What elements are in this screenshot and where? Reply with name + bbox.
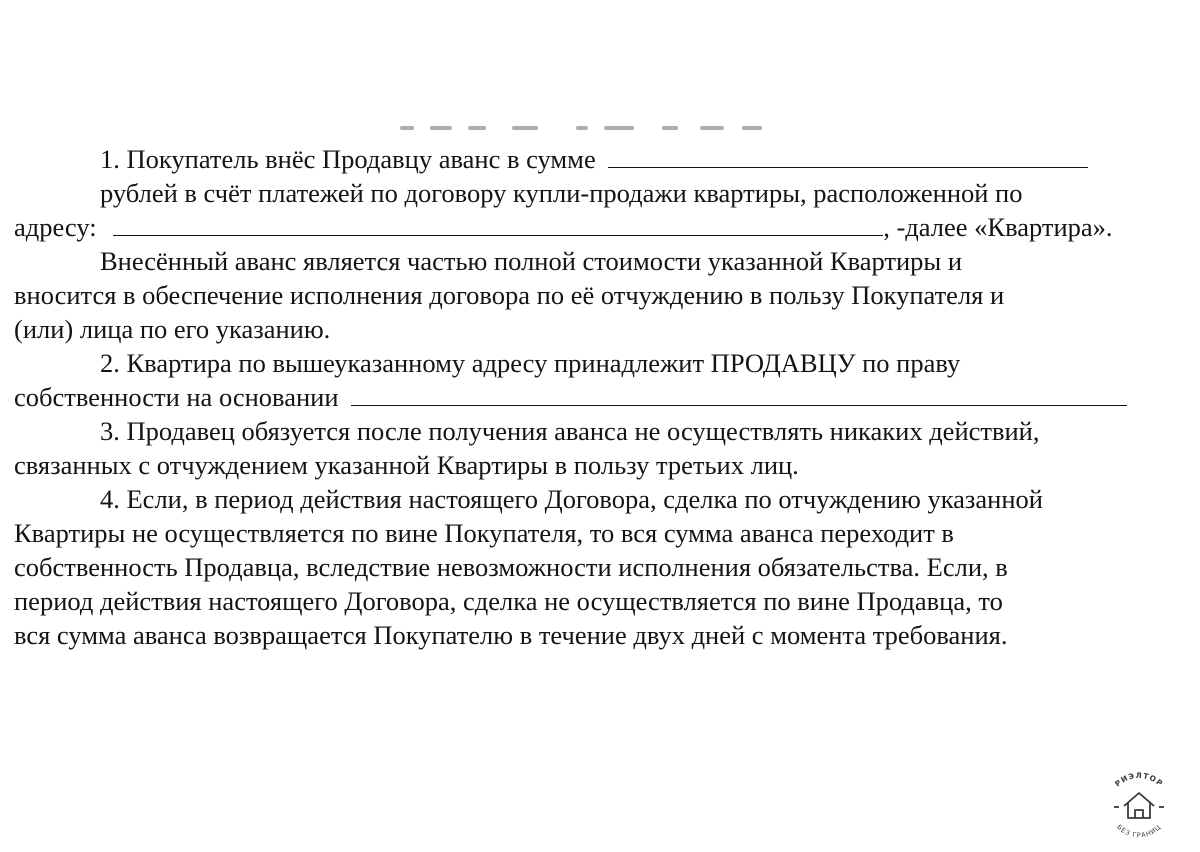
ownership-basis-blank: [351, 383, 1127, 406]
text-line: [100, 414, 1039, 448]
text-line: [100, 482, 1043, 516]
text-line-content: собственности на основании: [14, 382, 339, 412]
text-line-content: период действия настоящего Договора, сделка не осуществляется по вине Продавца, то: [14, 586, 1003, 616]
text-line-content: Квартиры не осуществляется по вине Покупателя, то вся сумма аванса переходит в: [14, 518, 954, 548]
text-line-content: адресу:: [14, 212, 97, 242]
logo-top-text: РИЭЛТОР: [1113, 770, 1165, 789]
house-icon: [1114, 793, 1164, 818]
text-line-content: (или) лица по его указанию.: [14, 314, 331, 344]
text-line: [14, 448, 799, 482]
text-line-content: , -далее «Квартира».: [883, 212, 1113, 242]
text-line: [14, 380, 1127, 414]
text-line-content: вносится в обеспечение исполнения договора по её отчуждению в пользу Покупателя и: [14, 280, 1005, 310]
text-line: [14, 618, 1007, 652]
text-line-content: 3. Продавец обязуется после получения аванса не осуществлять никаких действий,: [100, 416, 1040, 446]
text-line-content: 4. Если, в период действия настоящего Договора, сделка по отчуждению указанной: [100, 484, 1043, 514]
text-line: [14, 278, 1004, 312]
text-line-content: вся сумма аванса возвращается Покупателю в течение двух дней с момента требования.: [14, 620, 1008, 650]
amount-blank: [608, 145, 1088, 168]
text-line: [100, 176, 1023, 210]
text-line-content: собственность Продавца, вследствие невозможности исполнения обязательства. Если, в: [14, 552, 1008, 582]
text-line-content: 2. Квартира по вышеуказанному адресу принадлежит ПРОДАВЦУ по праву: [100, 348, 961, 378]
text-line-content: рублей в счёт платежей по договору купли-продажи квартиры, расположенной по: [100, 178, 1023, 208]
text-line: [100, 346, 960, 380]
text-line-content: 1. Покупатель внёс Продавцу аванс в сумме: [100, 144, 596, 174]
text-line: [100, 142, 1088, 176]
text-line-content: Внесённый аванс является частью полной стоимости указанной Квартиры и: [100, 246, 963, 276]
address-blank: [113, 213, 883, 236]
realtor-logo: [1094, 766, 1184, 850]
text-line: [100, 244, 962, 278]
text-line: [14, 210, 1113, 244]
cut-off-previous-line: [400, 126, 770, 132]
text-line: [14, 312, 330, 346]
text-line: [14, 584, 1003, 618]
text-line: [14, 516, 954, 550]
logo-bottom-text: БЕЗ ГРАНИЦ: [1115, 822, 1163, 840]
text-line: [14, 550, 1008, 584]
text-line-content: связанных с отчуждением указанной Квартиры в пользу третьих лиц.: [14, 450, 799, 480]
